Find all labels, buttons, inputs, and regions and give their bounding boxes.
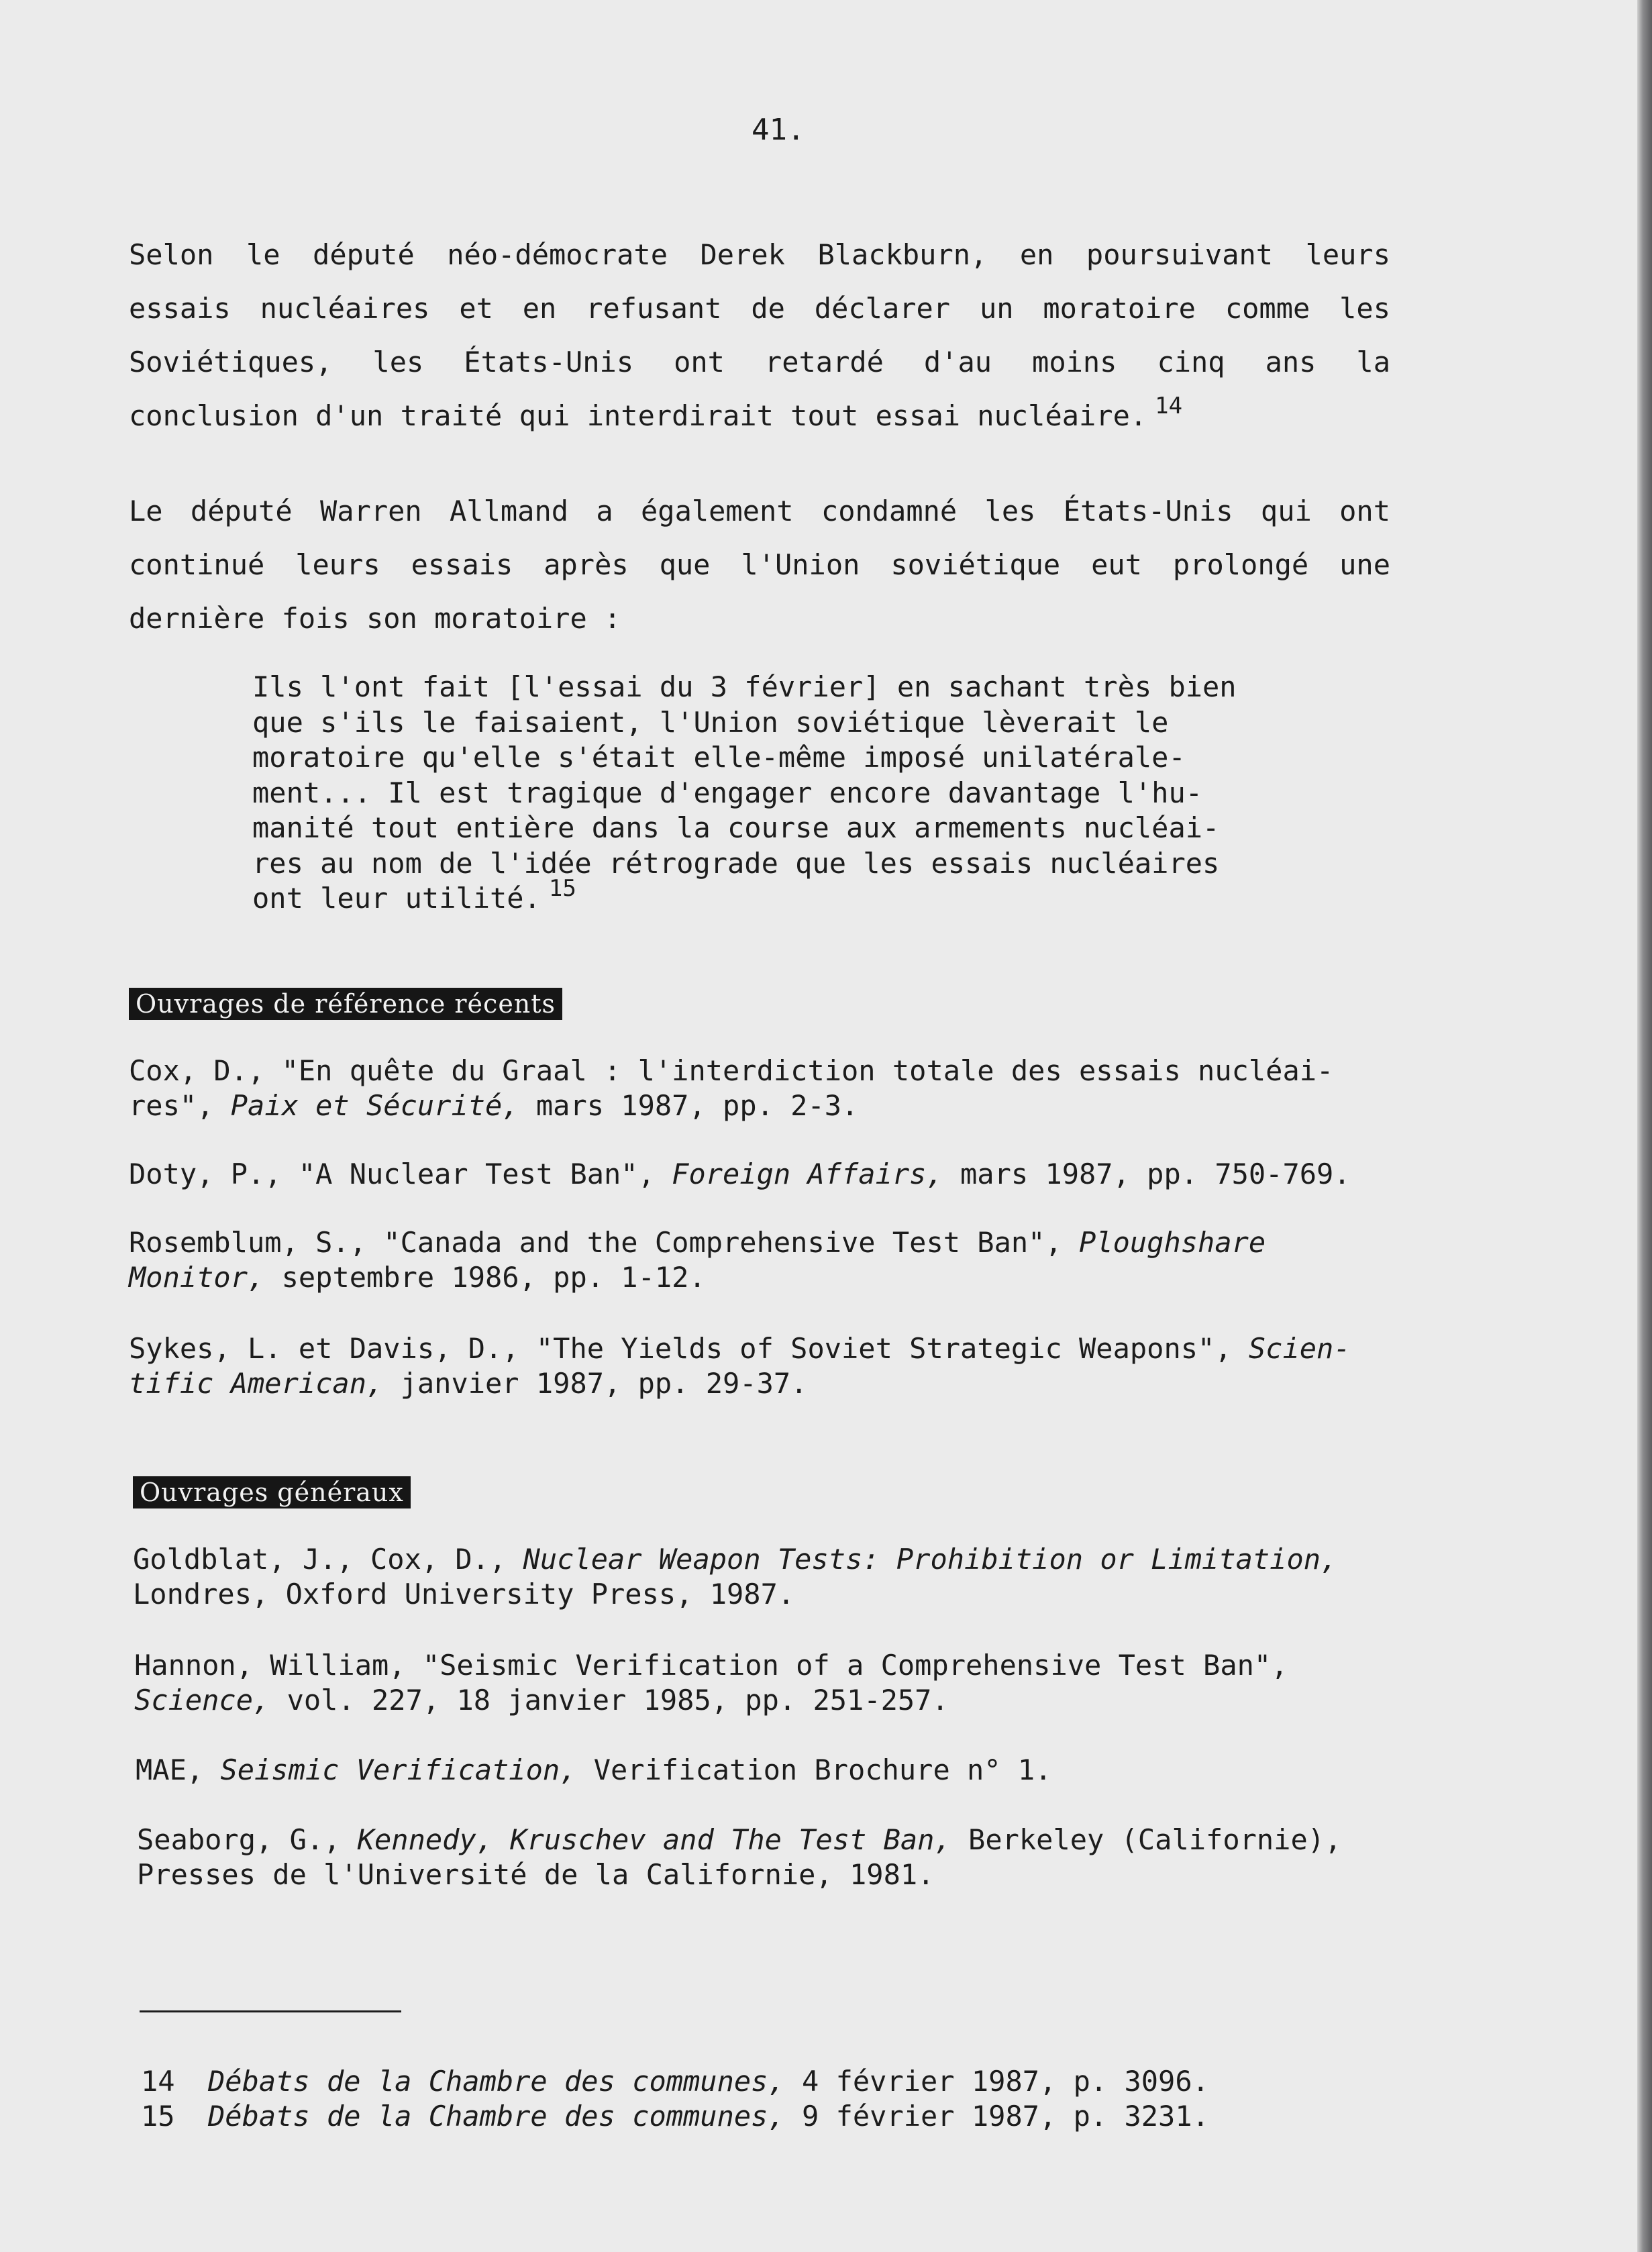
ref-text: Berkeley (Californie), [951, 1823, 1342, 1856]
ref-line [129, 1088, 1404, 1123]
quote-line: moratoire qu'elle s'était elle-même imposé unilatérale- [252, 741, 1186, 774]
ref-title: Seismic Verification, [220, 1753, 577, 1786]
ref-title: Foreign Affairs, [672, 1158, 943, 1190]
ref-line [134, 1683, 1409, 1718]
ref-title: Scien- [1248, 1332, 1351, 1365]
reference-entry [129, 1157, 1404, 1192]
ref-text: MAE, [136, 1753, 221, 1786]
ref-text: mars 1987, pp. 2-3. [519, 1089, 859, 1122]
ref-title: Monitor, [129, 1261, 265, 1294]
footnote-divider [140, 2010, 401, 2012]
paragraph-allmand [129, 484, 1390, 646]
text-line-content: conclusion d'un traité qui interdirait tout essai nucléaire. [129, 399, 1147, 432]
footnote-number: 15 [141, 2100, 175, 2133]
reference-entry [129, 1054, 1404, 1123]
quote-line: Ils l'ont fait [l'essai du 3 février] en sachant très bien [252, 670, 1237, 703]
footnote-text: 9 février 1987, p. 3231. [784, 2100, 1209, 2133]
reference-entry [129, 1225, 1404, 1295]
ref-text: Rosemblum, S., "Canada and the Comprehensive Test Ban", [129, 1226, 1080, 1259]
ref-title: tific American, [129, 1367, 384, 1400]
reference-entry [129, 1331, 1404, 1401]
ref-line: Hannon, William, "Seismic Verification of a Comprehensive Test Ban", [134, 1649, 1288, 1682]
quote-line: que s'ils le faisaient, l'Union soviétique lèverait le [252, 705, 1169, 739]
section-heading-general: Ouvrages généraux [133, 1476, 411, 1508]
text-line [129, 389, 1390, 443]
ref-title: Paix et Sécurité, [230, 1089, 519, 1122]
ref-line [133, 1542, 1408, 1577]
reference-entry [133, 1542, 1408, 1612]
quote-line-content: ont leur utilité. [252, 882, 541, 915]
page-number: 41. [752, 113, 805, 147]
ref-title: Nuclear Weapon Tests: Prohibition or Limitation, [523, 1543, 1338, 1576]
footnote [141, 2099, 1209, 2134]
text-line: essais nucléaires et en refusant de déclarer un moratoire comme les [129, 292, 1390, 325]
ref-text: Sykes, L. et Davis, D., "The Yields of Soviet Strategic Weapons", [129, 1332, 1249, 1365]
ref-title: Science, [134, 1684, 270, 1717]
quote-line: ment... Il est tragique d'engager encore davantage l'hu- [252, 776, 1203, 809]
ref-text: vol. 227, 18 janvier 1985, pp. 251-257. [270, 1684, 949, 1717]
reference-entry [137, 1823, 1412, 1892]
footnote-number: 14 [141, 2065, 175, 2098]
footnote-marker: 14 [1155, 393, 1183, 419]
ref-text: res", [129, 1089, 231, 1122]
text-line: continué leurs essais après que l'Union soviétique eut prolongé une [129, 548, 1390, 581]
ref-line [136, 1753, 1410, 1788]
footnote-text: 4 février 1987, p. 3096. [784, 2065, 1209, 2098]
block-quote [252, 670, 1272, 917]
ref-text: septembre 1986, pp. 1-12. [264, 1261, 706, 1294]
ref-line [129, 1225, 1404, 1260]
ref-line: Londres, Oxford University Press, 1987. [133, 1578, 795, 1610]
ref-title: Ploughshare [1079, 1226, 1266, 1259]
text-line: dernière fois son moratoire : [129, 602, 621, 635]
ref-line [137, 1823, 1412, 1857]
ref-text: Seaborg, G., [137, 1823, 358, 1856]
ref-line [129, 1331, 1404, 1366]
ref-line: Cox, D., "En quête du Graal : l'interdiction totale des essais nucléai- [129, 1054, 1334, 1087]
ref-text: Goldblat, J., Cox, D., [133, 1543, 523, 1576]
page-edge [1637, 0, 1652, 2252]
ref-title: Kennedy, Kruschev and The Test Ban, [357, 1823, 951, 1856]
quote-line: manité tout entière dans la course aux armements nucléai- [252, 811, 1220, 844]
ref-line: Presses de l'Université de la Californie, 1981. [137, 1858, 935, 1891]
footnote [141, 2064, 1209, 2099]
footnote-title: Débats de la Chambre des communes, [208, 2065, 785, 2098]
quote-line [252, 875, 1272, 917]
paragraph-blackburn [129, 228, 1390, 443]
footnote-marker: 15 [548, 875, 576, 902]
ref-line [129, 1260, 1404, 1295]
ref-text: janvier 1987, pp. 29-37. [383, 1367, 808, 1400]
quote-line: res au nom de l'idée rétrograde que les essais nucléaires [252, 846, 1220, 880]
ref-text: mars 1987, pp. 750-769. [943, 1158, 1351, 1190]
ref-line [129, 1157, 1404, 1192]
ref-text: Verification Brochure n° 1. [576, 1753, 1052, 1786]
ref-text: Doty, P., "A Nuclear Test Ban", [129, 1158, 672, 1190]
text-line: Soviétiques, les États-Unis ont retardé d'au moins cinq ans la [129, 346, 1390, 378]
ref-line [129, 1366, 1404, 1401]
reference-entry [134, 1648, 1409, 1718]
footnote-title: Débats de la Chambre des communes, [208, 2100, 785, 2133]
text-line: Selon le député néo-démocrate Derek Blackburn, en poursuivant leurs [129, 238, 1390, 271]
reference-entry [136, 1753, 1410, 1788]
section-heading-recent: Ouvrages de référence récents [129, 988, 562, 1020]
text-line: Le député Warren Allmand a également condamné les États-Unis qui ont [129, 495, 1390, 527]
